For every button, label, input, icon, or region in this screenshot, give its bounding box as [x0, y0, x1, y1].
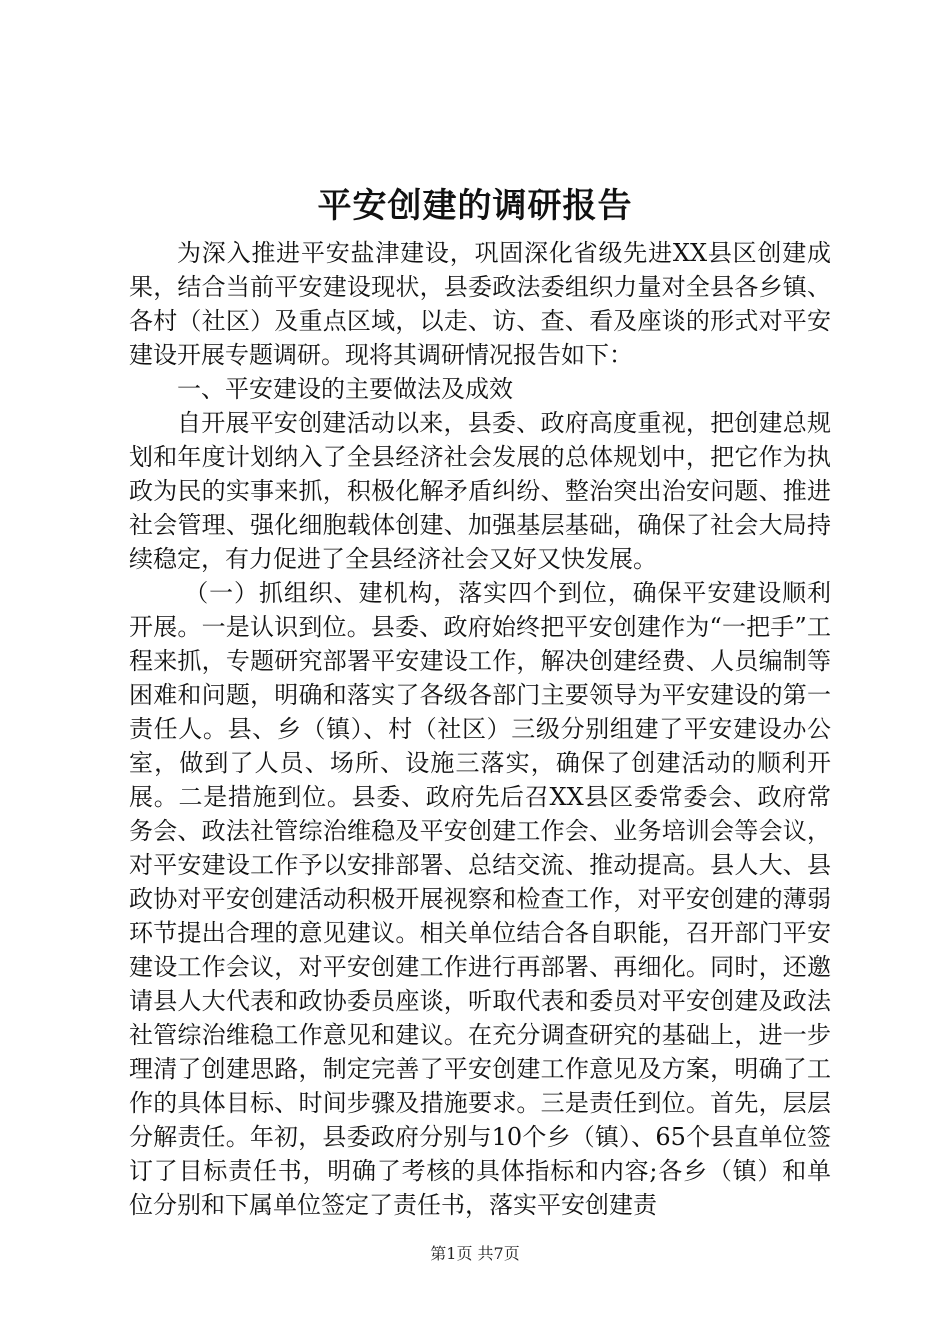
- page-number: 第1页 共7页: [430, 1244, 520, 1263]
- page-title: 平安创建的调研报告: [317, 186, 633, 226]
- document-body: [129, 236, 831, 1222]
- paragraph-overview: 自开展平安创建活动以来，县委、政府高度重视，把创建总规划和年度计划纳入了全县经济社会发展的总体规划中，把它作为执政为民的实事来抓，积极化解矛盾纠纷、整治突出治安问题、推进社会管理、强化细胞载体创建、加强基层基础，确保了社会大局持续稳定，有力促进了全县经济社会又好又快发展。: [129, 409, 831, 573]
- section-heading: 一、平安建设的主要做法及成效: [177, 375, 513, 403]
- paragraph-intro: 为深入推进平安盐津建设，巩固深化省级先进XX县区创建成果，结合当前平安建设现状，县委政法委组织力量对全县各乡镇、各村（社区）及重点区域，以走、访、查、看及座谈的形式对平安建设开展专题调研。现将其调研情况报告如下：: [129, 239, 831, 369]
- paragraph-subsection-1: （一）抓组织、建机构，落实四个到位，确保平安建设顺利开展。一是认识到位。县委、政府始终把平安创建作为“一把手”工程来抓，专题研究部署平安建设工作，解决创建经费、人员编制等困难和问题，明确和落实了各级各部门主要领导为平安建设的第一责任人。县、乡（镇）、村（社区）三级分别组建了平安建设办公室，做到了人员、场所、设施三落实，确保了创建活动的顺利开展。二是措施到位。县委、政府先后召XX县区委常委会、政府常务会、政法社管综治维稳及平安创建工作会、业务培训会等会议，对平安建设工作予以安排部署、总结交流、推动提高。县人大、县政协对平安创建活动积极开展视察和检查工作，对平安创建的薄弱环节提出合理的意见建议。相关单位结合各自职能，召开部门平安建设工作会议，对平安创建工作进行再部署、再细化。同时，还邀请县人大代表和政协委员座谈，听取代表和委员对平安创建及政法社管综治维稳工作意见和建议。在充分调查研究的基础上，进一步理清了创建思路，制定完善了平安创建工作意见及方案，明确了工作的具体目标、时间步骤及措施要求。三是责任到位。首先，层层分解责任。年初，县委政府分别与10个乡（镇）、65个县直单位签订了目标责任书，明确了考核的具体指标和内容;各乡（镇）和单位分别和下属单位签定了责任书，落实平安创建责: [129, 579, 831, 1219]
